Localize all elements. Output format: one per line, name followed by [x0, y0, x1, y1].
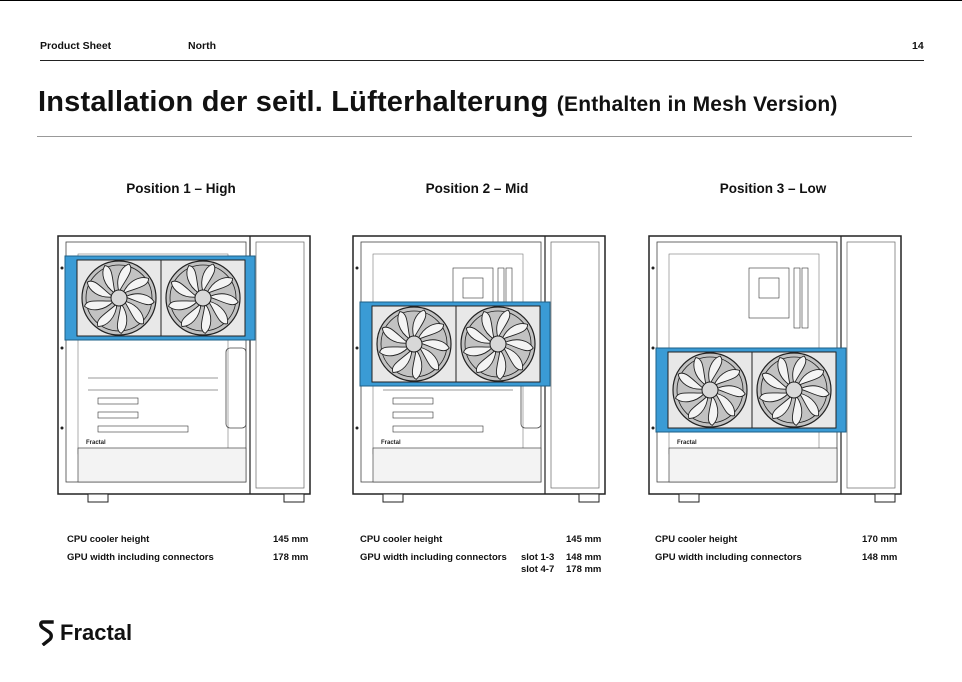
spec-label: GPU width including connectors — [655, 552, 802, 563]
title-rule — [37, 136, 912, 137]
header-rule — [40, 60, 924, 61]
spec-value: 148 mm — [862, 552, 898, 563]
fan-bracket-low — [656, 348, 846, 432]
page-number: 14 — [912, 40, 924, 52]
header-product-sheet: Product Sheet — [40, 40, 112, 52]
spec-value: 145 mm — [273, 534, 309, 545]
case-diagram-position-1 — [57, 228, 311, 504]
page-title — [38, 86, 838, 119]
fractal-logo — [38, 620, 132, 646]
spec-slot-label: slot 4-7 — [521, 564, 555, 575]
position-2-label: Position 2 – Mid — [425, 181, 529, 196]
position-3-label: Position 3 – Low — [719, 181, 827, 196]
case-diagram-position-3 — [648, 228, 902, 504]
spec-value: 178 mm — [273, 552, 309, 563]
spec-label: CPU cooler height — [655, 534, 738, 545]
spec-slot-label: slot 1-3 — [521, 552, 555, 563]
page-title-main: Installation der seitl. Lüfterhalterung — [38, 86, 549, 118]
page-title-sub: (Enthalten in Mesh Version) — [556, 93, 838, 116]
top-border — [0, 0, 962, 1]
fractal-logo-icon — [38, 620, 54, 646]
header-product-name: North — [188, 40, 216, 52]
case-diagram-position-2 — [352, 228, 606, 504]
spec-label: GPU width including connectors — [67, 552, 214, 563]
spec-value: 145 mm — [566, 534, 602, 545]
spec-label: CPU cooler height — [360, 534, 443, 545]
spec-label: CPU cooler height — [67, 534, 150, 545]
spec-value: 170 mm — [862, 534, 898, 545]
fractal-logo-text: Fractal — [60, 620, 133, 645]
fan-bracket-mid — [360, 302, 550, 386]
spec-label: GPU width including connectors — [360, 552, 507, 563]
spec-value: 178 mm — [566, 564, 602, 575]
spec-value: 148 mm — [566, 552, 602, 563]
position-1-label: Position 1 – High — [126, 181, 236, 196]
fan-bracket-high — [65, 256, 255, 340]
